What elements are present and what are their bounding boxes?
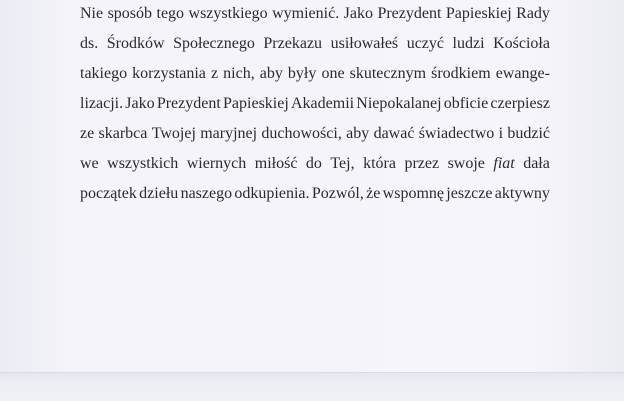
word: wymienić. (272, 5, 340, 22)
word: Twojej (151, 125, 196, 142)
word: świadectwo (418, 125, 495, 142)
word: środkiem (431, 65, 491, 82)
word: przez (404, 155, 440, 172)
word: usiłowałeś (330, 35, 399, 52)
word: lizacji. (80, 95, 124, 112)
word: Jako (343, 5, 373, 22)
text-line-2 (80, 34, 550, 54)
word: czerpiesz (490, 95, 550, 112)
word: Społecznego (173, 35, 255, 52)
word: jeszcze (446, 185, 493, 202)
word: aby (259, 65, 283, 82)
word: wiernych (186, 155, 247, 172)
text-line-4 (80, 94, 550, 114)
word: sposób (107, 5, 153, 22)
text-line-1 (80, 4, 550, 24)
word: odkupienia. (234, 185, 310, 202)
word: tego (156, 5, 185, 22)
word: dziełu (139, 185, 179, 202)
word: skarbca (98, 125, 148, 142)
word: dała (523, 155, 550, 172)
page-bottom-edge (0, 372, 624, 401)
word: swoje (447, 155, 485, 172)
text-line-6 (80, 154, 550, 174)
word: wszystkich (107, 155, 179, 172)
word: takiego (80, 65, 128, 82)
word: Papieskiej (223, 95, 289, 112)
word: uczyć (406, 35, 444, 52)
word: Tej, (330, 155, 355, 172)
word: wszystkiego (188, 5, 268, 22)
word: i (498, 125, 504, 142)
word: ds. (80, 35, 99, 52)
text-line-3 (80, 64, 550, 84)
word: Pozwól, (311, 185, 364, 202)
word: Przekazu (263, 35, 323, 52)
word: Nie (80, 5, 104, 22)
word: która (363, 155, 396, 172)
word: że (366, 185, 381, 202)
word: Jako (125, 95, 155, 112)
word: obficie (443, 95, 489, 112)
word: Papieskiej (445, 5, 512, 22)
word: maryjnej (200, 125, 258, 142)
word: duchowości, (261, 125, 342, 142)
word: korzystania (132, 65, 206, 82)
italic-word: fiat (493, 155, 515, 172)
word: nich, (223, 65, 255, 82)
word: naszego (180, 185, 233, 202)
word: ludzi (452, 35, 485, 52)
word: wspomnę (382, 185, 444, 202)
word: aby (346, 125, 370, 142)
word: budzić (507, 125, 550, 142)
word: z (210, 65, 219, 82)
word: ze (80, 125, 95, 142)
word: Prezydent (377, 5, 442, 22)
word: dawać (373, 125, 415, 142)
word: Prezydent (156, 95, 221, 112)
word: one (321, 65, 345, 82)
word: Akademii (290, 95, 355, 112)
word: we (80, 155, 99, 172)
word: Środków (106, 35, 165, 52)
text-line-7 (80, 184, 550, 204)
word: ewange- (495, 65, 550, 82)
word: Kościoła (493, 35, 550, 52)
word: były (287, 65, 317, 82)
word: początek (80, 185, 137, 202)
text-line-5 (80, 124, 550, 144)
word: Niepokalanej (356, 95, 442, 112)
word: aktywny (494, 185, 550, 202)
word: Rady (516, 5, 550, 22)
word: do (305, 155, 322, 172)
word: skutecznym (349, 65, 427, 82)
word: miłość (254, 155, 298, 172)
